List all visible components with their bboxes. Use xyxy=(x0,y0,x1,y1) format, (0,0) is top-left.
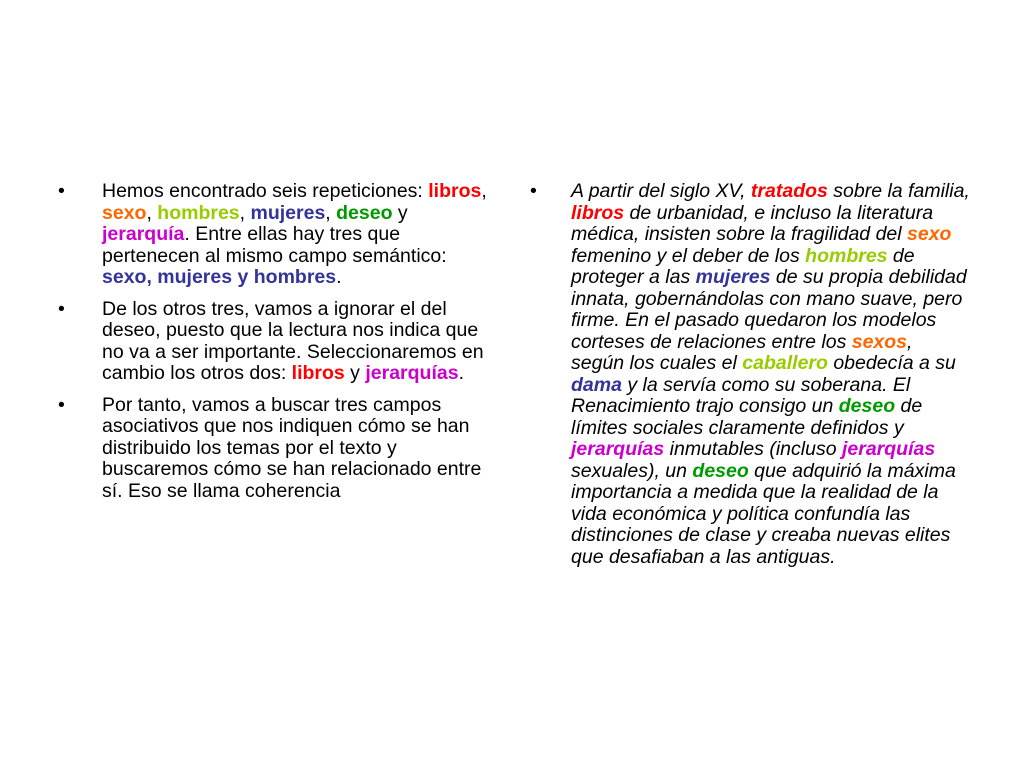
paragraph-text: de urbanidad, e incluso la literatura médica, insisten sobre la fragilidad del xyxy=(571,201,934,245)
keyword-highlight: sexo xyxy=(907,223,952,245)
bullet-marker: • xyxy=(58,297,65,320)
keyword-highlight: deseo xyxy=(692,459,749,482)
paragraph-text: De los otros tres, vamos a ignorar el del deseo, puesto que la lectura nos indica que no va a ser importante. Seleccionaremos en cambio los otros dos: xyxy=(102,297,484,384)
paragraph-text: . Entre ellas hay tres que pertenecen al mismo campo semántico: xyxy=(102,223,447,267)
keyword-highlight: libros xyxy=(571,201,625,224)
bullet-marker: • xyxy=(58,393,65,416)
paragraph-text: , según los cuales el xyxy=(571,330,913,374)
keyword-highlight: jerarquías xyxy=(571,438,665,460)
paragraph-text: sobre la familia, xyxy=(827,180,970,202)
left-column xyxy=(58,181,498,512)
keyword-highlight: deseo xyxy=(336,201,393,224)
paragraph-text: que adquirió la máxima importancia a medida que la realidad de la vida económica y política confundía las distinciones de clase y creaba nuevas elites que desafiaban a las antiguas. xyxy=(571,459,956,568)
paragraph-text: Hemos encontrado seis repeticiones: xyxy=(102,180,429,202)
keyword-highlight: hombres xyxy=(157,201,240,224)
keyword-highlight: sexo, mujeres y hombres xyxy=(102,266,337,288)
paragraph-text: femenino y el deber de los xyxy=(571,244,806,267)
paragraph-text: y la servía como su soberana. El Renacimiento trajo consigo un xyxy=(571,373,911,417)
paragraph-text: y xyxy=(392,201,408,224)
bullet-item xyxy=(58,395,498,503)
paragraph-text: A partir del siglo XV, xyxy=(571,180,751,202)
keyword-highlight: hombres xyxy=(805,244,888,267)
paragraph-text: Por tanto, vamos a buscar tres campos asociativos que nos indiquen cómo se han distribuido los temas por el texto y buscaremos cómo se han relacionado entre sí. Eso se llama coherencia xyxy=(102,393,482,502)
paragraph-text: de su propia debilidad innata, gobernándolas con mano suave, pero firme. En el pasado quedaron los modelos corteses de relaciones entre los xyxy=(571,266,967,353)
bullet-item xyxy=(58,299,498,385)
keyword-highlight: libros xyxy=(291,362,345,384)
keyword-highlight: deseo xyxy=(838,395,896,417)
paragraph-text: . xyxy=(336,266,342,288)
paragraph-text: , xyxy=(146,201,158,224)
paragraph-text: . xyxy=(458,362,464,384)
paragraph-text: de límites sociales claramente definidos y xyxy=(571,395,923,439)
paragraph-text: sexuales), un xyxy=(571,459,693,482)
keyword-highlight: jerarquía xyxy=(102,223,185,245)
keyword-highlight: mujeres xyxy=(250,201,326,224)
bullet-marker: • xyxy=(530,180,537,202)
right-column xyxy=(530,181,970,578)
bullet-marker: • xyxy=(58,180,65,202)
right-bullet-list xyxy=(530,181,970,568)
keyword-highlight: dama xyxy=(571,373,622,396)
paragraph-text: de proteger a las xyxy=(571,244,915,288)
keyword-highlight: sexos xyxy=(851,330,908,353)
left-bullet-list xyxy=(58,181,498,502)
bullet-item xyxy=(530,181,970,568)
keyword-highlight: jerarquías xyxy=(365,362,459,384)
keyword-highlight: tratados xyxy=(750,180,828,202)
paragraph-text: , xyxy=(239,201,251,224)
keyword-highlight: libros xyxy=(428,180,482,202)
bullet-item xyxy=(58,181,498,289)
keyword-highlight: caballero xyxy=(742,352,828,374)
keyword-highlight: sexo xyxy=(102,201,147,224)
paragraph-text: y xyxy=(344,362,366,384)
paragraph-text: obedecía a su xyxy=(827,352,956,374)
keyword-highlight: jerarquías xyxy=(841,438,936,460)
keyword-highlight: mujeres xyxy=(695,266,771,288)
paragraph-text: inmutables (incluso xyxy=(664,438,842,460)
paragraph-text: , xyxy=(325,201,337,224)
paragraph-text: , xyxy=(481,180,487,202)
